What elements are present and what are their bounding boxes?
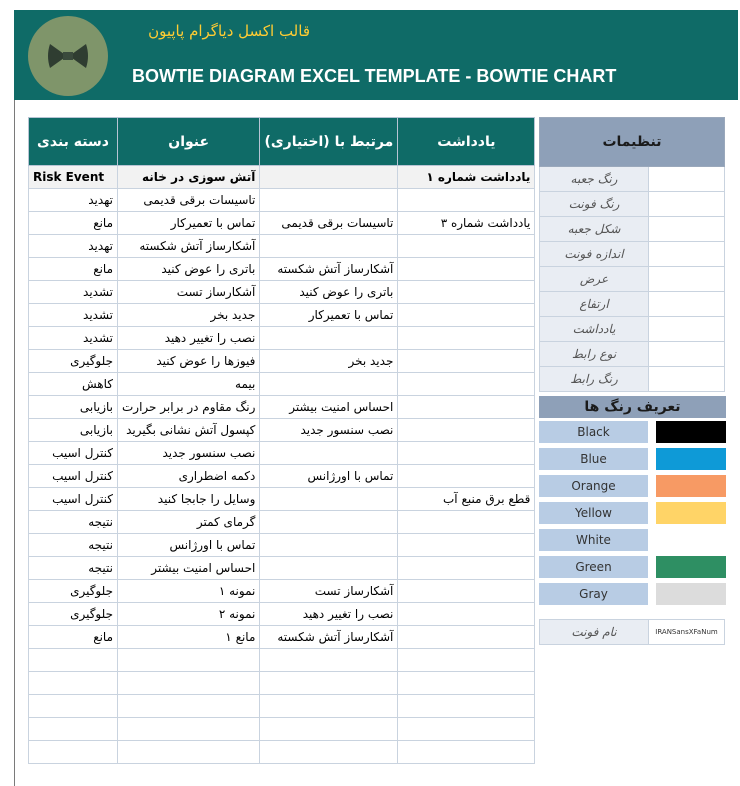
settings-row: [540, 342, 725, 367]
table-row: [29, 258, 535, 281]
table-row: [29, 488, 535, 511]
table-row: [29, 649, 535, 672]
table-row: [29, 235, 535, 258]
color-swatch: [656, 448, 726, 475]
color-name: White: [539, 529, 648, 556]
cell-note[interactable]: قطع برق منبع آب: [398, 488, 535, 511]
cell-title[interactable]: آشکارساز آتش شکسته: [118, 235, 260, 258]
cell-category[interactable]: کنترل اسیب: [29, 488, 118, 511]
table-row: [29, 212, 535, 235]
settings-value[interactable]: [649, 267, 725, 292]
cell-category[interactable]: کنترل اسیب: [29, 442, 118, 465]
settings-label: رنگ جعبه: [540, 167, 649, 192]
table-row: [29, 580, 535, 603]
cell-related[interactable]: [260, 695, 398, 718]
cell-note[interactable]: [398, 718, 535, 741]
table-row: [29, 396, 535, 419]
settings-row: [540, 192, 725, 217]
table-row: [29, 442, 535, 465]
header-note[interactable]: یادداشت: [398, 118, 535, 166]
cell-title[interactable]: [118, 649, 260, 672]
cell-title[interactable]: نمونه ۲: [118, 603, 260, 626]
color-name: Gray: [539, 583, 648, 610]
cell-related[interactable]: [260, 327, 398, 350]
cell-related[interactable]: [260, 718, 398, 741]
table-row: [29, 373, 535, 396]
cell-category[interactable]: جلوگیری: [29, 580, 118, 603]
cell-title[interactable]: بیمه: [118, 373, 260, 396]
cell-category[interactable]: بازیابی: [29, 396, 118, 419]
cell-related[interactable]: تماس با اورژانس: [260, 465, 398, 488]
table-row: [29, 304, 535, 327]
cell-category[interactable]: [29, 695, 118, 718]
colors-title: تعریف رنگ ها: [539, 396, 726, 421]
cell-category[interactable]: نتیجه: [29, 534, 118, 557]
cell-title[interactable]: آشکارساز تست: [118, 281, 260, 304]
cell-category[interactable]: تهدید: [29, 189, 118, 212]
title-persian: قالب اکسل دیاگرام پاپیون: [148, 22, 310, 40]
cell-title[interactable]: [118, 718, 260, 741]
cell-related[interactable]: [260, 741, 398, 764]
header-banner: [14, 10, 738, 100]
font-name-value[interactable]: IRANSansXFaNum: [649, 620, 725, 645]
color-row: [539, 475, 726, 502]
cell-note[interactable]: [398, 442, 535, 465]
header-title[interactable]: عنوان: [118, 118, 260, 166]
settings-value[interactable]: [649, 167, 725, 192]
cell-related[interactable]: [260, 649, 398, 672]
cell-related[interactable]: [260, 488, 398, 511]
settings-value[interactable]: [649, 192, 725, 217]
cell-note[interactable]: [398, 557, 535, 580]
settings-row: [540, 317, 725, 342]
cell-related[interactable]: نصب سنسور جدید: [260, 419, 398, 442]
cell-category[interactable]: جلوگیری: [29, 350, 118, 373]
cell-note[interactable]: [398, 465, 535, 488]
cell-title[interactable]: تماس با تعمیرکار: [118, 212, 260, 235]
cell-related[interactable]: جدید بخر: [260, 350, 398, 373]
cell-related[interactable]: تاسیسات برقی قدیمی: [260, 212, 398, 235]
cell-category[interactable]: تشدید: [29, 327, 118, 350]
cell-note[interactable]: [398, 741, 535, 764]
cell-category[interactable]: نتیجه: [29, 557, 118, 580]
cell-title[interactable]: باتری را عوض کنید: [118, 258, 260, 281]
color-spacer: [648, 421, 656, 448]
table-row: [29, 189, 535, 212]
cell-note[interactable]: یادداشت شماره ۳: [398, 212, 535, 235]
color-definitions-table: [539, 396, 726, 610]
table-row: [29, 534, 535, 557]
cell-note[interactable]: [398, 419, 535, 442]
table-row: [29, 465, 535, 488]
table-row: [29, 419, 535, 442]
cell-category[interactable]: جلوگیری: [29, 603, 118, 626]
cell-category[interactable]: کنترل اسیب: [29, 465, 118, 488]
color-swatch: [656, 583, 726, 610]
cell-note[interactable]: [398, 235, 535, 258]
color-spacer: [648, 475, 656, 502]
cell-note[interactable]: [398, 695, 535, 718]
settings-row: [540, 242, 725, 267]
color-row: [539, 583, 726, 610]
cell-category[interactable]: [29, 672, 118, 695]
color-name: Black: [539, 421, 648, 448]
cell-title[interactable]: [118, 672, 260, 695]
settings-value[interactable]: [649, 317, 725, 342]
cell-related[interactable]: [260, 442, 398, 465]
cell-title[interactable]: نمونه ۱: [118, 580, 260, 603]
table-row: [29, 281, 535, 304]
cell-title[interactable]: گرمای کمتر: [118, 511, 260, 534]
cell-note[interactable]: [398, 534, 535, 557]
cell-note[interactable]: [398, 327, 535, 350]
cell-note[interactable]: [398, 350, 535, 373]
color-row: [539, 448, 726, 475]
bowtie-data-table: [28, 117, 535, 764]
cell-note[interactable]: [398, 603, 535, 626]
cell-category[interactable]: تشدید: [29, 304, 118, 327]
cell-related[interactable]: نصب را تغییر دهید: [260, 603, 398, 626]
cell-title[interactable]: [118, 741, 260, 764]
settings-label: ارتفاع: [540, 292, 649, 317]
color-name: Green: [539, 556, 648, 583]
cell-related[interactable]: [260, 672, 398, 695]
cell-note[interactable]: یادداشت شماره ۱: [398, 166, 535, 189]
cell-title[interactable]: مانع ۱: [118, 626, 260, 649]
color-name: Blue: [539, 448, 648, 475]
color-spacer: [648, 529, 656, 556]
cell-title[interactable]: دکمه اضطراری: [118, 465, 260, 488]
font-name-table: [539, 619, 725, 645]
cell-title[interactable]: فیوزها را عوض کنید: [118, 350, 260, 373]
cell-category[interactable]: بازیابی: [29, 419, 118, 442]
header-related[interactable]: مرتبط با (اختیاری): [260, 118, 398, 166]
color-spacer: [648, 583, 656, 610]
cell-title[interactable]: جدید بخر: [118, 304, 260, 327]
cell-category[interactable]: [29, 718, 118, 741]
settings-value[interactable]: [649, 242, 725, 267]
color-swatch: [656, 421, 726, 448]
settings-value[interactable]: [649, 367, 725, 392]
table-row: [29, 166, 535, 189]
cell-category[interactable]: مانع: [29, 212, 118, 235]
cell-title[interactable]: تماس با اورژانس: [118, 534, 260, 557]
table-row: [29, 603, 535, 626]
cell-note[interactable]: [398, 281, 535, 304]
color-swatch: [656, 502, 726, 529]
color-swatch: [656, 529, 726, 556]
table-row: [29, 327, 535, 350]
settings-row: [540, 217, 725, 242]
cell-related[interactable]: باتری را عوض کنید: [260, 281, 398, 304]
cell-note[interactable]: [398, 189, 535, 212]
cell-category[interactable]: نتیجه: [29, 511, 118, 534]
settings-label: نوع رابط: [540, 342, 649, 367]
cell-category[interactable]: مانع: [29, 626, 118, 649]
cell-title[interactable]: نصب را تغییر دهید: [118, 327, 260, 350]
table-row: [29, 718, 535, 741]
cell-title[interactable]: احساس امنیت بیشتر: [118, 557, 260, 580]
cell-category[interactable]: تهدید: [29, 235, 118, 258]
cell-related[interactable]: [260, 557, 398, 580]
cell-title[interactable]: وسایل را جابجا کنید: [118, 488, 260, 511]
cell-related[interactable]: آشکارساز آتش شکسته: [260, 258, 398, 281]
cell-related[interactable]: آشکارساز آتش شکسته: [260, 626, 398, 649]
color-swatch: [656, 556, 726, 583]
cell-related[interactable]: [260, 373, 398, 396]
settings-label: رنگ فونت: [540, 192, 649, 217]
color-name: Orange: [539, 475, 648, 502]
settings-row: [540, 367, 725, 392]
cell-category[interactable]: Risk Event: [29, 166, 118, 189]
color-row: [539, 529, 726, 556]
color-spacer: [648, 448, 656, 475]
cell-related[interactable]: احساس امنیت بیشتر: [260, 396, 398, 419]
cell-note[interactable]: [398, 396, 535, 419]
cell-note[interactable]: [398, 672, 535, 695]
cell-title[interactable]: آتش سوزی در خانه: [118, 166, 260, 189]
cell-related[interactable]: [260, 235, 398, 258]
font-name-label: نام فونت: [540, 620, 649, 645]
cell-category[interactable]: [29, 741, 118, 764]
color-spacer: [648, 502, 656, 529]
table-row: [29, 350, 535, 373]
table-row: [29, 672, 535, 695]
cell-note[interactable]: [398, 626, 535, 649]
table-row: [29, 511, 535, 534]
cell-note[interactable]: [398, 304, 535, 327]
color-row: [539, 502, 726, 529]
color-swatch: [656, 475, 726, 502]
cell-related[interactable]: [260, 166, 398, 189]
settings-value[interactable]: [649, 292, 725, 317]
color-spacer: [648, 556, 656, 583]
cell-note[interactable]: [398, 258, 535, 281]
settings-label: رنگ رابط: [540, 367, 649, 392]
cell-category[interactable]: تشدید: [29, 281, 118, 304]
settings-label: یادداشت: [540, 317, 649, 342]
settings-row: [540, 267, 725, 292]
cell-title[interactable]: تاسیسات برقی قدیمی: [118, 189, 260, 212]
title-english: BOWTIE DIAGRAM EXCEL TEMPLATE - BOWTIE CHART: [132, 66, 617, 86]
settings-table: [539, 117, 725, 392]
cell-note[interactable]: [398, 511, 535, 534]
color-name: Yellow: [539, 502, 648, 529]
cell-title[interactable]: کپسول آتش نشانی بگیرید: [118, 419, 260, 442]
table-row: [29, 557, 535, 580]
table-row: [29, 741, 535, 764]
cell-title[interactable]: رنگ مقاوم در برابر حرارت: [118, 396, 260, 419]
table-row: [29, 626, 535, 649]
cell-related[interactable]: آشکارساز تست: [260, 580, 398, 603]
settings-label: عرض: [540, 267, 649, 292]
cell-category[interactable]: کاهش: [29, 373, 118, 396]
settings-row: [540, 292, 725, 317]
cell-related[interactable]: [260, 534, 398, 557]
cell-related[interactable]: [260, 189, 398, 212]
settings-value[interactable]: [649, 217, 725, 242]
cell-title[interactable]: نصب سنسور جدید: [118, 442, 260, 465]
color-row: [539, 556, 726, 583]
cell-note[interactable]: [398, 373, 535, 396]
settings-label: شکل جعبه: [540, 217, 649, 242]
header-category[interactable]: دسته بندی: [29, 118, 118, 166]
settings-row: [540, 167, 725, 192]
cell-note[interactable]: [398, 649, 535, 672]
color-row: [539, 421, 726, 448]
table-row: [29, 695, 535, 718]
settings-label: اندازه فونت: [540, 242, 649, 267]
cell-category[interactable]: مانع: [29, 258, 118, 281]
cell-title[interactable]: [118, 695, 260, 718]
settings-title: تنظیمات: [540, 118, 725, 167]
cell-category[interactable]: [29, 649, 118, 672]
cell-related[interactable]: [260, 511, 398, 534]
settings-value[interactable]: [649, 342, 725, 367]
bowtie-logo: [28, 16, 108, 96]
cell-related[interactable]: تماس با تعمیرکار: [260, 304, 398, 327]
cell-note[interactable]: [398, 580, 535, 603]
